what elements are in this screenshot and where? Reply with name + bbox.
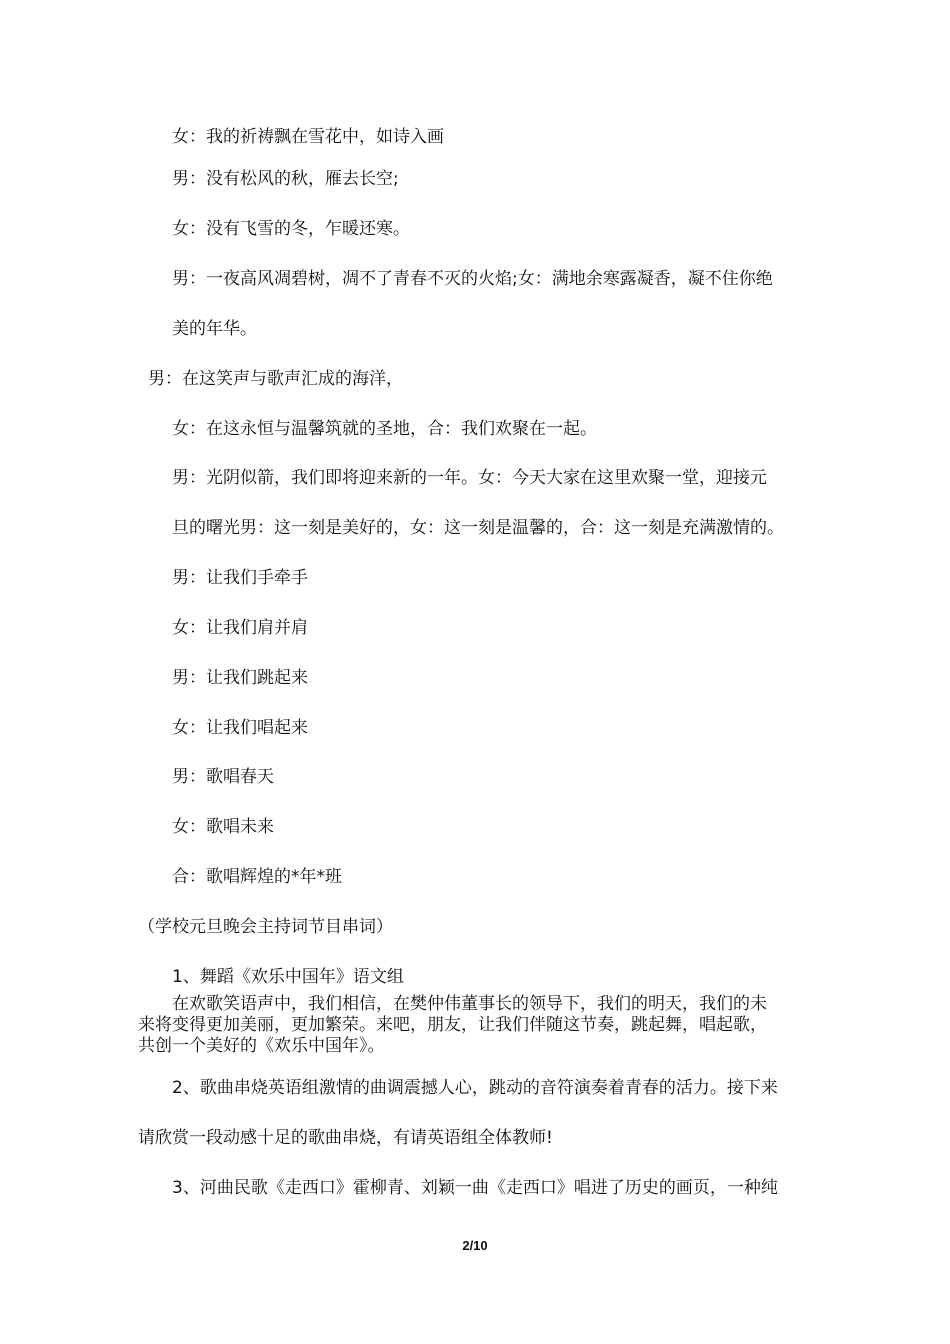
paragraph-line: 来将变得更加美丽，更加繁荣。来吧，朋友，让我们伴随这节奏，跳起舞，唱起歌， — [138, 1015, 767, 1035]
script-line: 男：让我们手牵手 — [172, 568, 308, 588]
page-number: 2/10 — [462, 1238, 488, 1253]
script-line: 女：让我们唱起来 — [172, 718, 308, 738]
script-line: 旦的曙光男：这一刻是美好的，女：这一刻是温馨的，合：这一刻是充满激情的。 — [172, 518, 784, 538]
script-line: 男：没有松风的秋，雁去长空; — [172, 169, 399, 189]
script-line: 男：光阴似箭，我们即将迎来新的一年。女：今天大家在这里欢聚一堂，迎接元 — [172, 468, 767, 488]
paragraph-line: 在欢歌笑语声中，我们相信，在樊仲伟董事长的领导下，我们的明天，我们的未 — [172, 994, 767, 1014]
script-line: 男：在这笑声与歌声汇成的海洋， — [148, 369, 403, 389]
script-line: 男：一夜高风凋碧树，凋不了青春不灭的火焰;女：满地余寒露凝香，凝不住你绝 — [172, 269, 773, 289]
script-line: 美的年华。 — [172, 319, 257, 339]
script-line: 男：歌唱春天 — [172, 767, 274, 787]
program-item-title: 1、舞蹈《欢乐中国年》语文组 — [172, 967, 404, 987]
program-item-title: 3、河曲民歌《走西口》霍柳青、刘颖一曲《走西口》唱进了历史的画页，一种纯 — [172, 1178, 778, 1198]
script-line: 女：我的祈祷飘在雪花中，如诗入画 — [172, 127, 444, 147]
program-item-title: 2、歌曲串烧英语组激情的曲调震撼人心，跳动的音符演奏着青春的活力。接下来 — [172, 1078, 778, 1098]
script-line: 男：让我们跳起来 — [172, 668, 308, 688]
script-line: 女：没有飞雪的冬，乍暖还寒。 — [172, 219, 410, 239]
paragraph-line: 共创一个美好的《欢乐中国年》。 — [138, 1036, 385, 1056]
paragraph-line: 请欣赏一段动感十足的歌曲串烧，有请英语组全体教师! — [138, 1128, 553, 1148]
script-line: 女：歌唱未来 — [172, 817, 274, 837]
script-line: 女：在这永恒与温馨筑就的圣地，合：我们欢聚在一起。 — [172, 419, 597, 439]
section-heading: （学校元旦晚会主持词节目串词） — [138, 917, 393, 937]
script-line: 合：歌唱辉煌的*年*班 — [172, 867, 342, 887]
script-line: 女：让我们肩并肩 — [172, 618, 308, 638]
